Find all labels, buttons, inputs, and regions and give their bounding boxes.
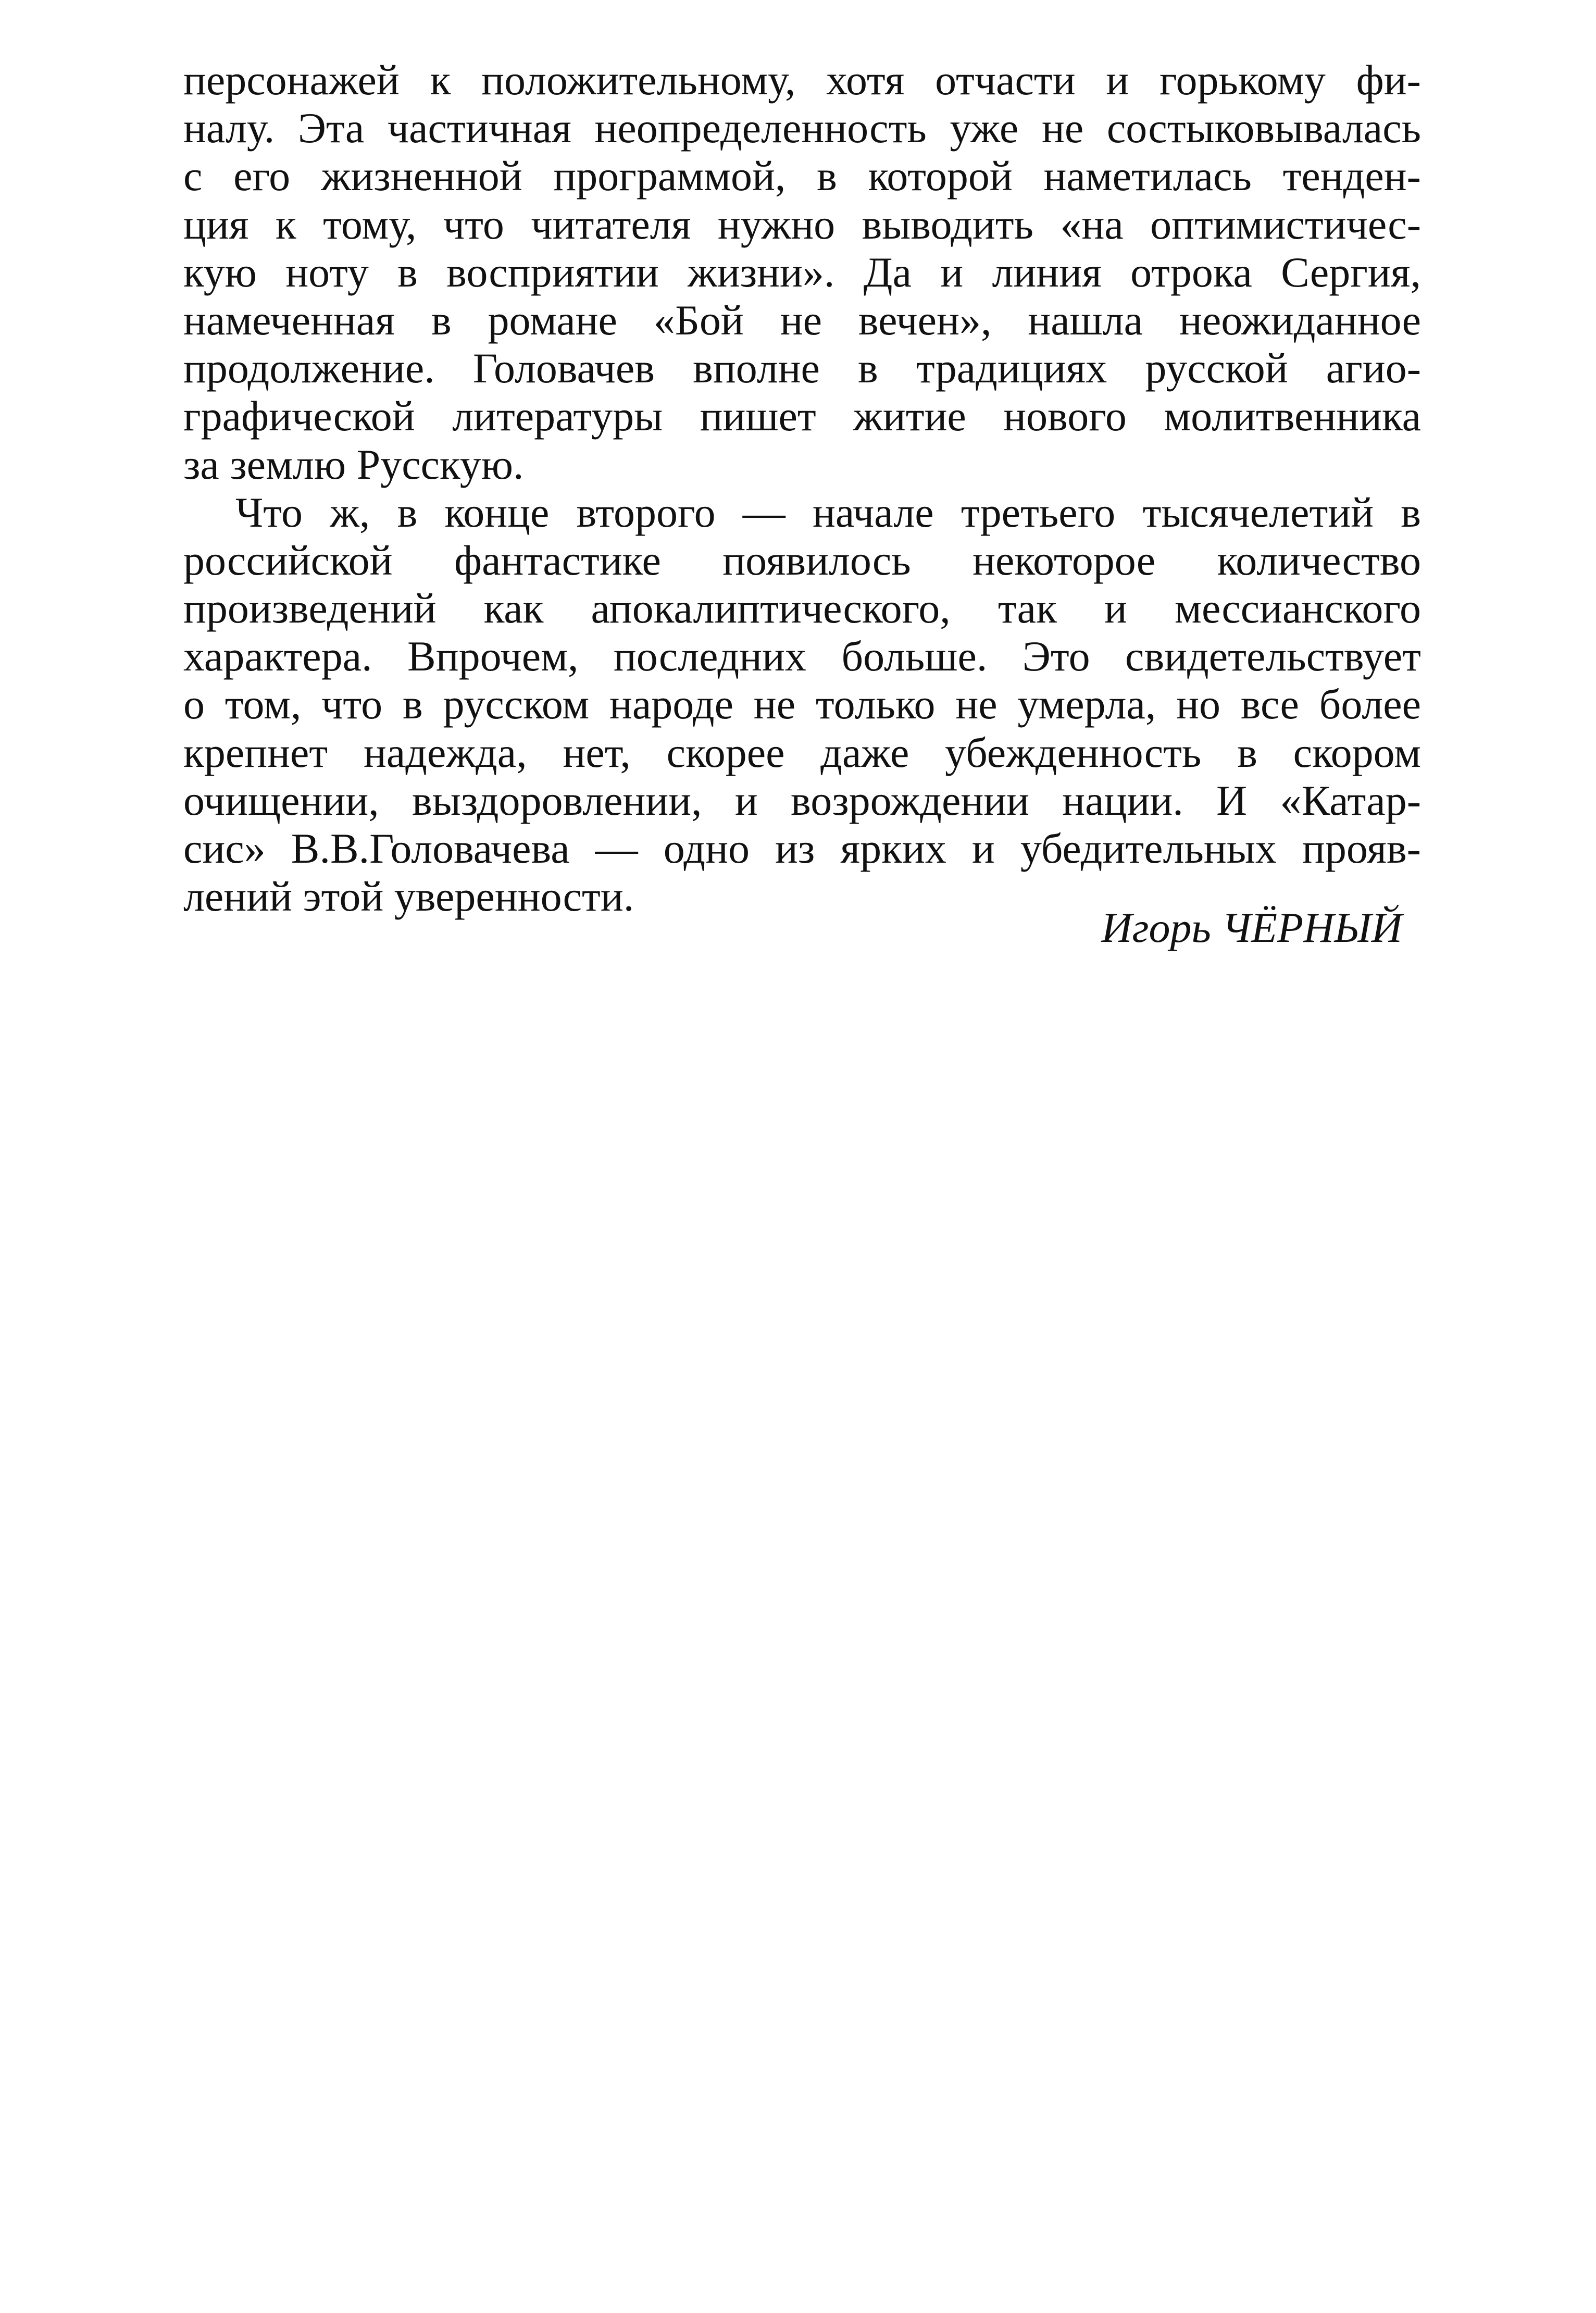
text-line: продолжение. Головачев вполне в традициях русской агио- (183, 344, 1421, 392)
author-signature: Игорь ЧЁРНЫЙ (1101, 904, 1402, 951)
body-text (183, 56, 1421, 921)
text-line: сис» В.В.Головачева — одно из ярких и убедительных прояв- (183, 825, 1421, 872)
paragraph-1 (183, 56, 1421, 489)
text-line: с его жизненной программой, в которой наметилась тенден- (183, 152, 1421, 200)
text-line: графической литературы пишет житие нового молитвенника (183, 392, 1421, 440)
text-line: очищении, выздоровлении, и возрождении нации. И «Катар- (183, 776, 1421, 824)
text-line: о том, что в русском народе не только не умерла, но все более (183, 680, 1421, 728)
text-line: намеченная в романе «Бой не вечен», нашла неожиданное (183, 296, 1421, 344)
text-line: кую ноту в восприятии жизни». Да и линия отрока Сергия, (183, 248, 1421, 296)
text-line: крепнет надежда, нет, скорее даже убежденность в скором (183, 728, 1421, 776)
text-line: ция к тому, что читателя нужно выводить «на оптимистичес- (183, 200, 1421, 248)
text-line: характера. Впрочем, последних больше. Это свидетельствует (183, 632, 1421, 680)
text-line: произведений как апокалиптического, так и мессианского (183, 585, 1421, 632)
text-line: Что ж, в конце второго — начале третьего тысячелетий в (235, 488, 1421, 536)
paragraph-2 (183, 489, 1421, 921)
text-line: персонажей к положительному, хотя отчасти и горькому фи- (183, 56, 1421, 104)
text-line: за землю Русскую. (183, 440, 524, 488)
text-line: лений этой уверенности. (183, 873, 634, 921)
text-line: налу. Эта частичная неопределенность уже не состыковывалась (183, 104, 1421, 152)
text-line: российской фантастике появилось некоторое количество (183, 536, 1421, 584)
